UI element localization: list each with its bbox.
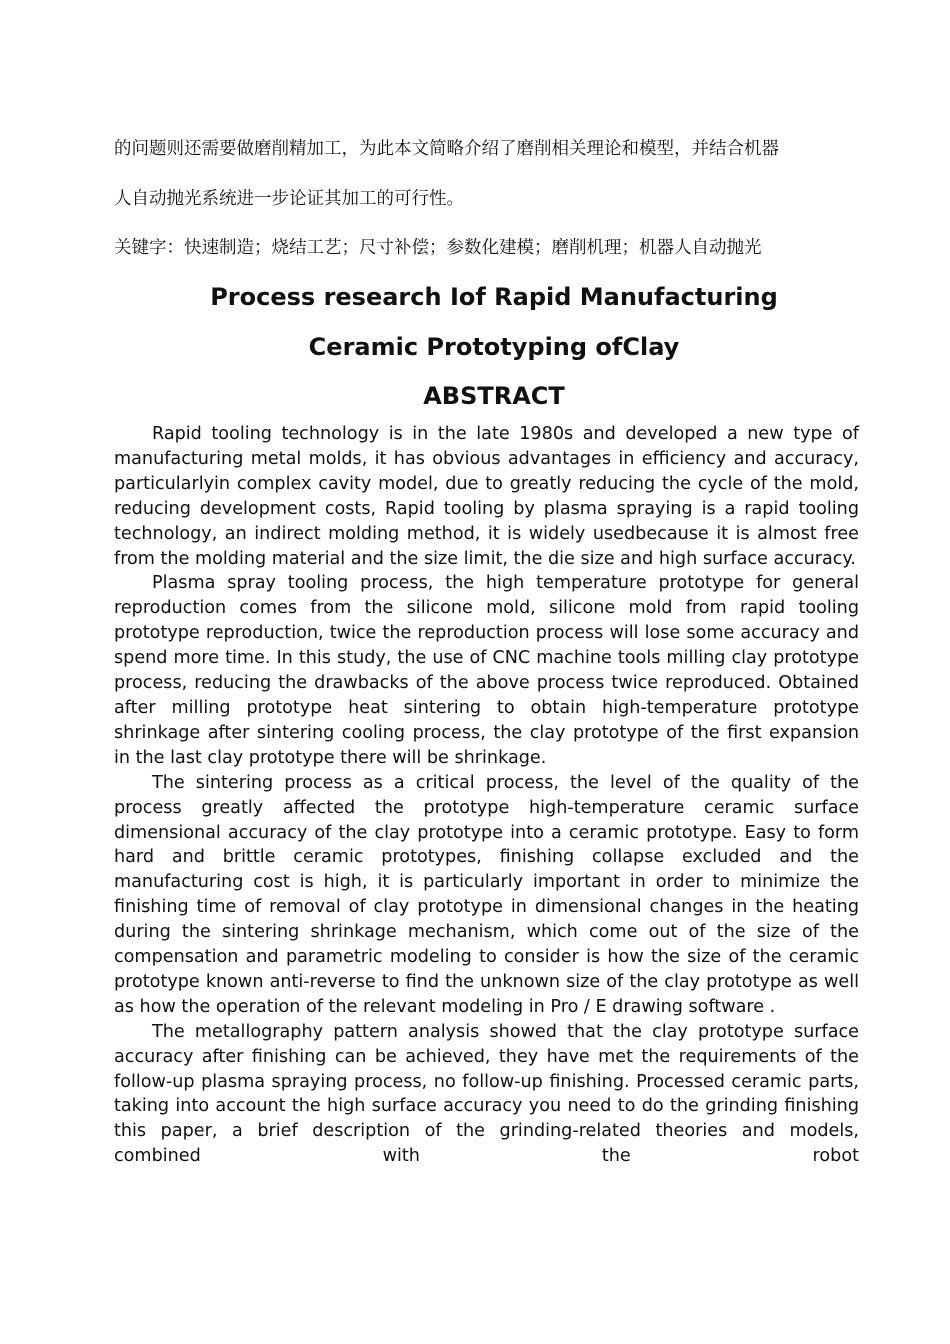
chinese-abstract-line-1: 的问题则还需要做磨削精加工，为此本文简略介绍了磨削相关理论和模型，并结合机器 xyxy=(114,139,779,159)
keywords-cn: 关键字：快速制造；烧结工艺；尺寸补偿；参数化建模；磨削机理；机器人自动抛光 xyxy=(114,238,762,258)
abstract-body xyxy=(114,422,859,1169)
chinese-abstract-line-2: 人自动抛光系统进一步论证其加工的可行性。 xyxy=(114,189,464,209)
english-title-line-2: Ceramic Prototyping ofClay xyxy=(308,333,680,361)
abstract-heading: ABSTRACT xyxy=(423,382,565,410)
abstract-paragraph: Rapid tooling technology is in the late 1980s and developed a new type of manufacturing metal molds, it has obvious advantages in efficiency and accuracy, particularlyin complex cavity model, due to greatly reducing the cycle of the mold, reducing development costs, Rapid tooling by plasma spraying is a rapid tooling technology, an indirect molding method, it is widely usedbecause it is almost free from the molding material and the size limit, the die size and high surface accuracy. xyxy=(114,424,859,569)
abstract-paragraph: The sintering process as a critical process, the level of the quality of the process greatly affected the prototype high-temperature ceramic surface dimensional accuracy of the clay prototype into a ceramic prototype. Easy to form hard and brittle ceramic prototypes, finishing collapse excluded and the manufacturing cost is high, it is particularly important in order to minimize the finishing time of removal of clay prototype in dimensional changes in the heating during the sintering shrinkage mechanism, which come out of the size of the compensation and parametric modeling to consider is how the size of the ceramic prototype known anti-reverse to find the unknown size of the clay prototype as well as how the operation of the relevant modeling in Pro / E drawing software . xyxy=(114,772,859,1017)
english-title-line-1: Process research Iof Rapid Manufacturing xyxy=(210,283,778,311)
abstract-paragraph: Plasma spray tooling process, the high temperature prototype for general reproduction comes from the silicone mold, silicone mold from rapid tooling prototype reproduction, twice the reproduction process will lose some accuracy and spend more time. In this study, the use of CNC machine tools milling clay prototype process, reducing the drawbacks of the above process twice reproduced. Obtained after milling prototype heat sintering to obtain high-temperature prototype shrinkage after sintering cooling process, the clay prototype of the first expansion in the last clay prototype there will be shrinkage. xyxy=(114,573,859,768)
abstract-paragraph: The metallography pattern analysis showed that the clay prototype surface accuracy after finishing can be achieved, they have met the requirements of the follow-up plasma spraying process, no follow-up finishing. Processed ceramic parts, taking into account the high surface accuracy you need to do the grinding finishing this paper, a brief description of the grinding-related theories and models, combined with the robot xyxy=(114,1021,859,1167)
